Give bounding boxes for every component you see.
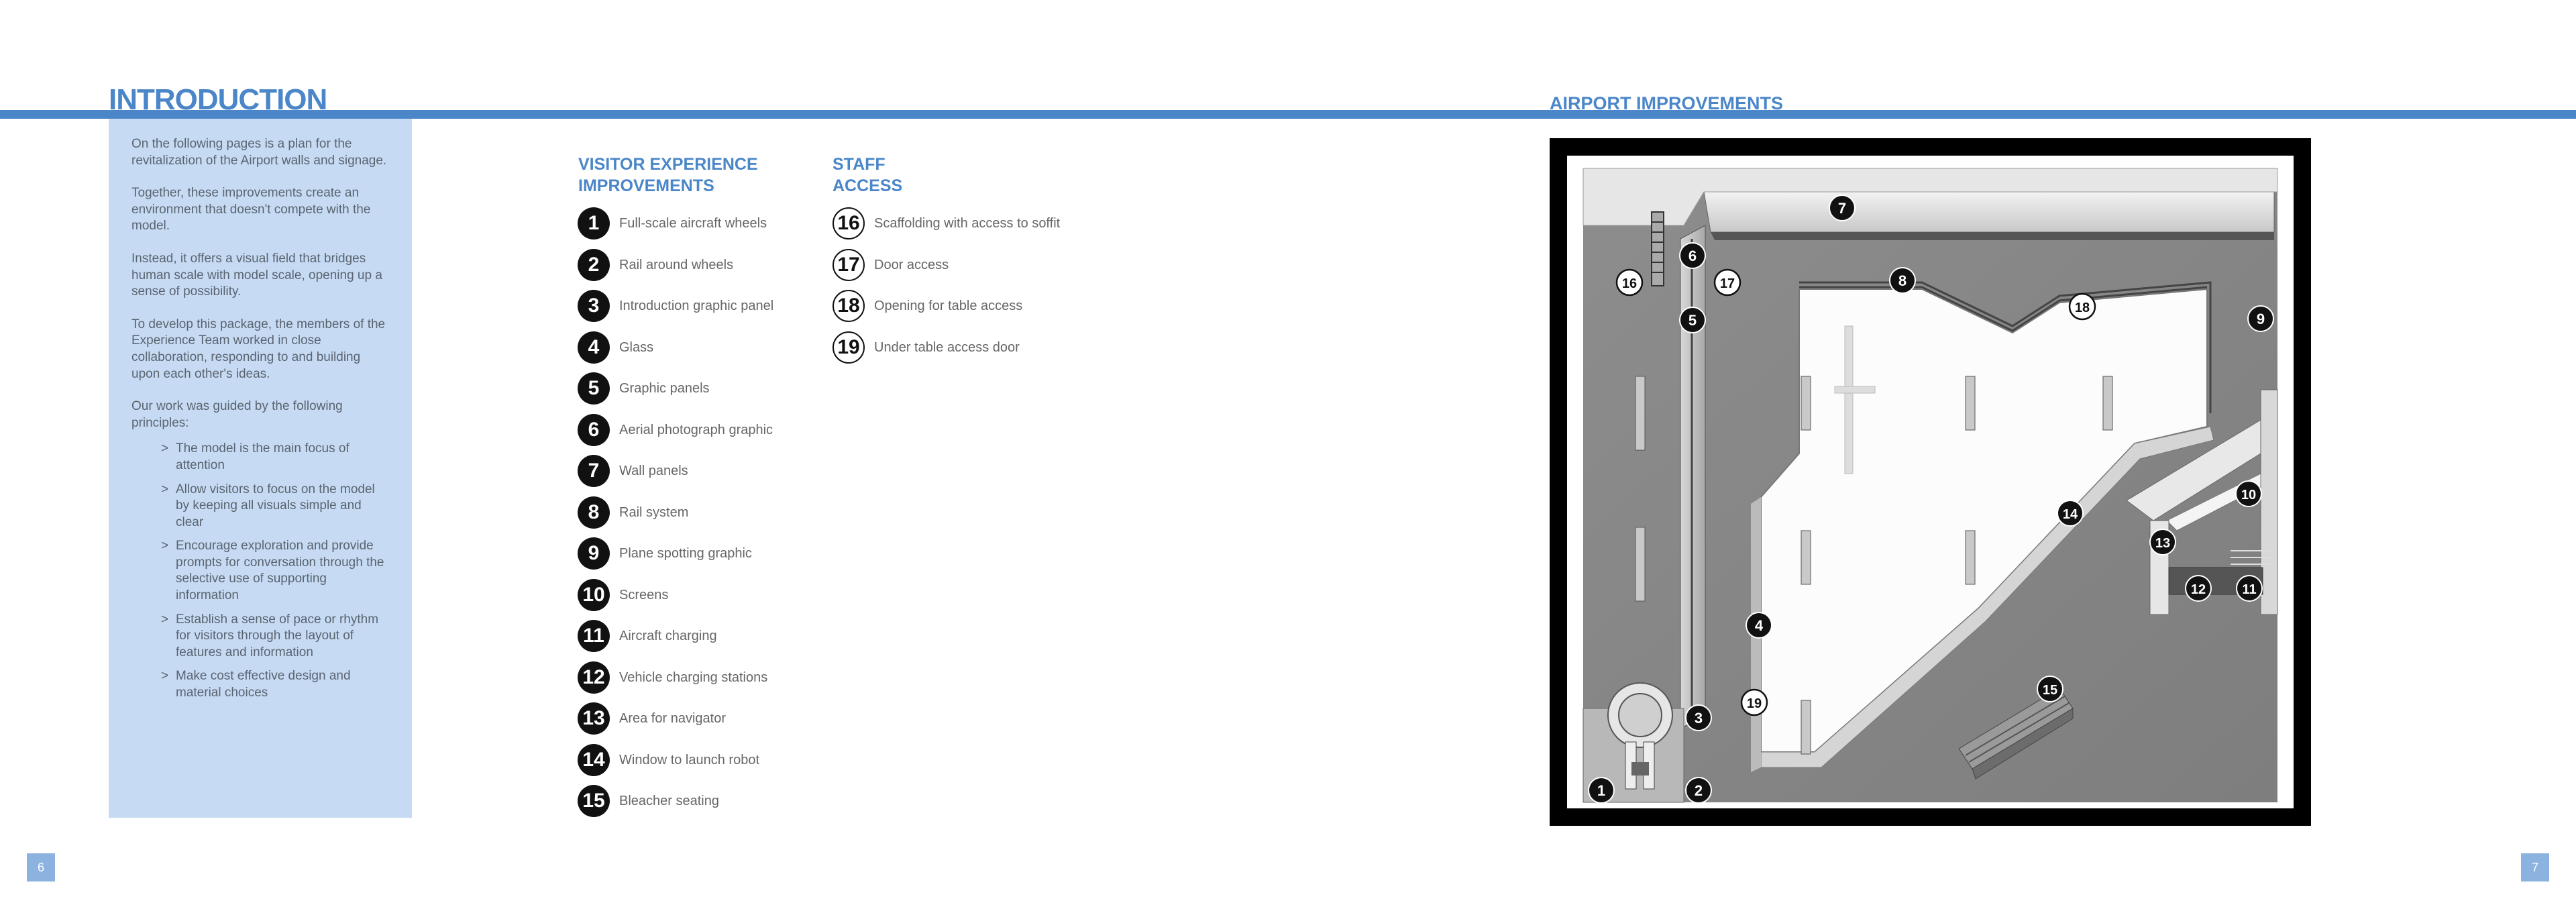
plan-marker-16 [1617, 270, 1642, 295]
legend-label: Bleacher seating [619, 793, 719, 808]
bullet-marker: > [161, 612, 169, 627]
legend-label: Window to launch robot [619, 752, 760, 767]
floor-plan-drawing [1550, 138, 2311, 826]
number-badge: 18 [833, 290, 865, 322]
svg-text:18: 18 [2074, 301, 2090, 315]
plan-marker-4 [1746, 612, 1772, 638]
legend-item-staff [833, 248, 949, 282]
intro-paragraph: Together, these improvements create an environment that doesn't compete with the model. [131, 186, 371, 233]
plan-marker-10 [2236, 481, 2261, 506]
scaffolding-ladder [1652, 212, 1664, 286]
wall-top-shadow [1711, 232, 2274, 240]
number-badge: 11 [578, 620, 610, 652]
legend-label: Vehicle charging stations [619, 670, 768, 685]
header-rule [0, 110, 2576, 119]
legend-label: Screens [619, 587, 669, 602]
legend-label: Aircraft charging [619, 628, 717, 643]
number-badge: 16 [833, 207, 865, 239]
legend-item-visitor [578, 619, 717, 653]
legend-item-visitor [578, 330, 653, 365]
plan-marker-7 [1829, 195, 1855, 221]
number-badge: 14 [578, 744, 610, 776]
legend-item-visitor [578, 660, 767, 695]
number-badge: 7 [578, 455, 610, 487]
plan-marker-9 [2248, 306, 2273, 331]
number-badge: 8 [578, 496, 610, 529]
legend-label: Rail around wheels [619, 257, 734, 272]
principle-item: > Make cost effective design and material choices [161, 669, 351, 700]
plan-marker-19 [1741, 690, 1767, 715]
number-badge: 10 [578, 579, 610, 611]
legend-label: Door access [874, 257, 949, 272]
legend-item-visitor [578, 206, 767, 241]
svg-text:6: 6 [1688, 248, 1697, 264]
legend-item-visitor [578, 743, 759, 778]
legend-item-staff [833, 206, 1060, 241]
legend-item-visitor [578, 288, 773, 323]
legend-item-visitor [578, 413, 773, 447]
legend-label: Full-scale aircraft wheels [619, 215, 767, 231]
legend-item-visitor [578, 578, 668, 612]
svg-text:11: 11 [2242, 582, 2257, 597]
legend-label: Introduction graphic panel [619, 298, 774, 313]
visitor-legend-title: VISITOR EXPERIENCE IMPROVEMENTS [578, 155, 758, 195]
bullet-marker: > [161, 539, 169, 553]
number-badge: 15 [578, 785, 610, 817]
plan-marker-5 [1680, 307, 1705, 333]
plan-marker-18 [2070, 294, 2095, 319]
plan-marker-3 [1686, 705, 1711, 731]
svg-text:13: 13 [2155, 536, 2171, 551]
number-badge: 9 [578, 537, 610, 570]
intro-paragraph: Instead, it offers a visual field that bridges human scale with model scale, opening up a sense of possibility. [131, 251, 382, 299]
plan-marker-6 [1680, 243, 1705, 268]
principle-item: > Encourage exploration and provide prompts for conversation through the selective use of supporting information [161, 539, 384, 603]
svg-text:15: 15 [2042, 683, 2058, 698]
intro-paragraph: Our work was guided by the following principles: [131, 399, 343, 430]
staff-legend-title: STAFF ACCESS [833, 155, 903, 195]
plan-marker-11 [2237, 576, 2262, 601]
legend-label: Aerial photograph graphic [619, 422, 773, 437]
number-badge: 6 [578, 414, 610, 446]
plan-marker-12 [2186, 576, 2211, 601]
number-badge: 13 [578, 702, 610, 735]
svg-text:19: 19 [1746, 696, 1762, 711]
plan-marker-14 [2057, 500, 2083, 526]
floor-plan [1550, 138, 2311, 826]
legend-item-visitor [578, 495, 688, 530]
legend-item-staff [833, 288, 1022, 323]
svg-text:14: 14 [2062, 507, 2078, 522]
svg-text:10: 10 [2241, 488, 2257, 502]
column [1635, 376, 1645, 450]
page-title: INTRODUCTION [109, 83, 327, 116]
svg-text:4: 4 [1754, 617, 1764, 634]
legend-item-visitor [578, 784, 719, 818]
number-badge: 19 [833, 331, 865, 364]
legend-label: Glass [619, 339, 654, 355]
legend-item-visitor [578, 248, 733, 282]
number-badge: 4 [578, 331, 610, 364]
page-number-left: 6 [27, 853, 55, 881]
intro-paragraph: To develop this package, the members of the Experience Team worked in close collaboration, responding to and building upon each other's ideas. [131, 317, 386, 381]
number-badge: 17 [833, 249, 865, 281]
page-title-right: AIRPORT IMPROVEMENTS [1550, 93, 1784, 113]
bullet-marker: > [161, 441, 169, 456]
intro-panel [109, 119, 412, 818]
svg-text:16: 16 [1621, 276, 1638, 291]
legend-item-visitor [578, 453, 688, 488]
legend-item-staff [833, 330, 1020, 365]
intro-paragraph: On the following pages is a plan for the revitalization of the Airport walls and signage. [131, 137, 387, 168]
legend-label: Under table access door [874, 339, 1020, 355]
svg-text:12: 12 [2190, 582, 2206, 597]
bullet-marker: > [161, 669, 169, 684]
legend-label: Graphic panels [619, 380, 710, 396]
page-number-right: 7 [2521, 853, 2549, 881]
number-badge: 2 [578, 249, 610, 281]
svg-text:3: 3 [1694, 710, 1703, 727]
principle-item: > Establish a sense of pace or rhythm for visitors through the layout of features and information [161, 612, 379, 659]
legend-label: Area for navigator [619, 710, 726, 726]
right-wall [2261, 390, 2277, 614]
plan-marker-2 [1686, 778, 1711, 803]
legend-label: Rail system [619, 504, 689, 520]
legend-item-visitor [578, 371, 710, 406]
principles-list [131, 441, 392, 701]
legend-label: Scaffolding with access to soffit [874, 215, 1061, 231]
legend-label: Plane spotting graphic [619, 545, 752, 561]
number-badge: 5 [578, 372, 610, 405]
plan-marker-13 [2150, 529, 2176, 555]
principle-item: > The model is the main focus of attention [161, 441, 350, 472]
wall-panels-top [1704, 192, 2274, 232]
svg-text:17: 17 [1719, 276, 1735, 291]
plan-marker-8 [1890, 268, 1915, 293]
plan-marker-17 [1715, 270, 1740, 295]
legend-item-visitor [578, 701, 726, 736]
svg-text:8: 8 [1898, 272, 1907, 289]
plan-marker-15 [2037, 676, 2063, 702]
column [1635, 527, 1645, 601]
svg-text:7: 7 [1837, 200, 1847, 217]
number-badge: 3 [578, 290, 610, 322]
number-badge: 12 [578, 661, 610, 694]
legend-label: Wall panels [619, 463, 688, 478]
number-badge: 1 [578, 207, 610, 239]
principle-item: > Allow visitors to focus on the model by keeping all visuals simple and clear [161, 482, 375, 529]
bullet-marker: > [161, 482, 169, 496]
plan-marker-1 [1589, 778, 1614, 803]
svg-text:5: 5 [1688, 312, 1697, 329]
legend-label: Opening for table access [874, 298, 1023, 313]
svg-text:9: 9 [2256, 311, 2265, 327]
legend-item-visitor [578, 536, 752, 571]
svg-text:1: 1 [1597, 782, 1606, 799]
svg-text:2: 2 [1694, 782, 1703, 799]
